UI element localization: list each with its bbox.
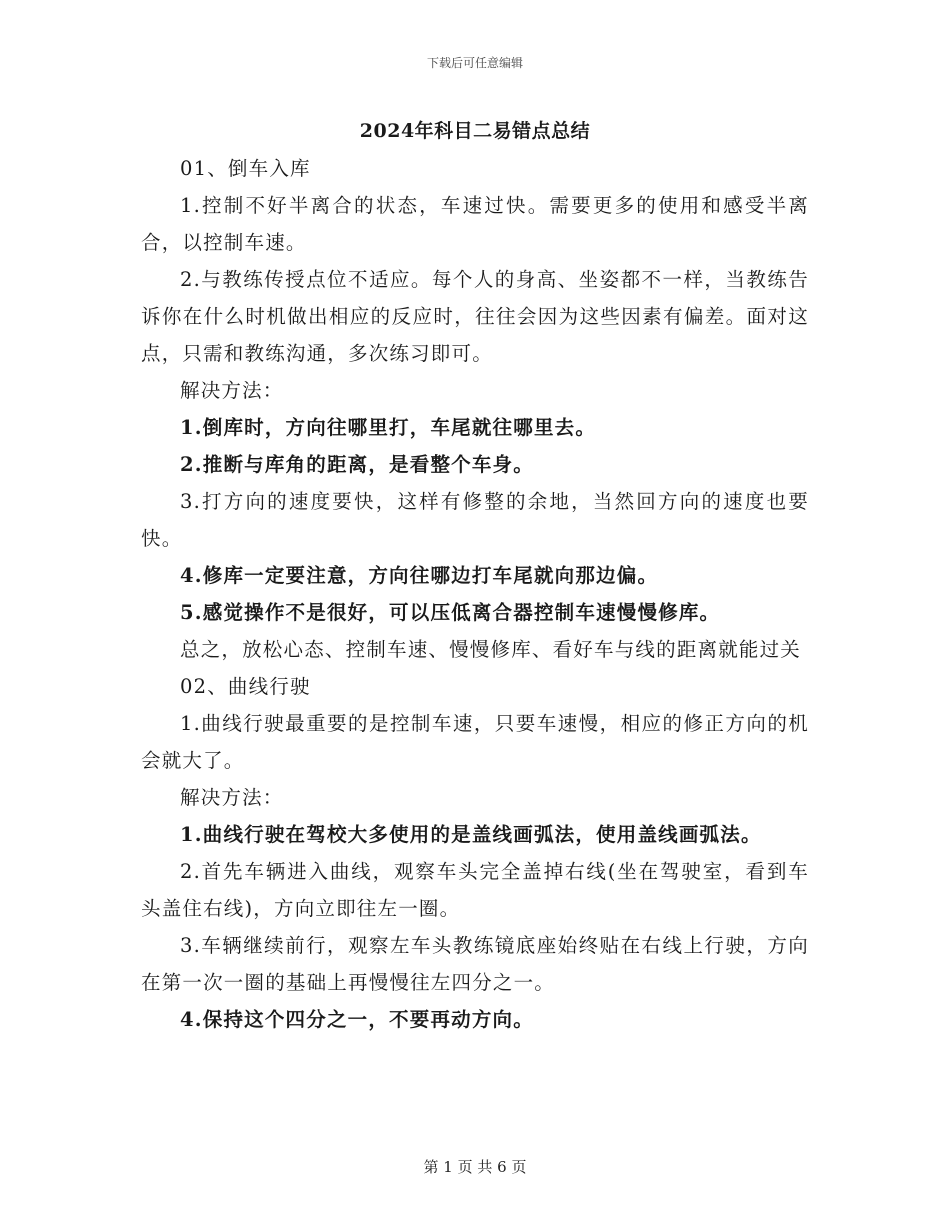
paragraph: 2.与教练传授点位不适应。每个人的身高、坐姿都不一样，当教练告诉你在什么时机做出相应的反应时，往往会因为这些因素有偏差。面对这点，只需和教练沟通，多次练习即可。 [141,268,809,365]
paragraph: 3.车辆继续前行，观察左车头教练镜底座始终贴在右线上行驶，方向在第一次一圈的基础上再慢慢往左四分之一。 [141,934,809,994]
header-note: 下载后可任意编辑 [426,56,523,70]
paragraph: 解决方法： [180,379,284,402]
paragraph: 解决方法： [180,786,284,809]
paragraph: 2.推断与库角的距离，是看整个车身。 [180,453,534,476]
paragraph: 总之，放松心态、控制车速、慢慢修库、看好车与线的距离就能过关 [180,638,802,661]
page-number: 第 1 页 共 6 页 [423,1158,527,1176]
paragraph: 3.打方向的速度要快，这样有修整的余地，当然回方向的速度也要快。 [141,490,809,550]
paragraph: 02、曲线行驶 [180,675,311,698]
document-title: 2024年科目二易错点总结 [359,120,591,142]
paragraph: 4.保持这个四分之一，不要再动方向。 [180,1008,534,1031]
paragraph: 01、倒车入库 [180,157,311,180]
paragraph: 5.感觉操作不是很好，可以压低离合器控制车速慢慢修库。 [180,601,721,624]
paragraph: 1.曲线行驶在驾校大多使用的是盖线画弧法，使用盖线画弧法。 [180,823,762,846]
paragraph: 1.曲线行驶最重要的是控制车速，只要车速慢，相应的修正方向的机会就大了。 [141,712,809,772]
paragraph: 1.倒库时，方向往哪里打，车尾就往哪里去。 [180,416,597,439]
paragraph: 1.控制不好半离合的状态，车速过快。需要更多的使用和感受半离合，以控制车速。 [141,194,809,254]
document-body [141,150,809,1038]
paragraph: 4.修库一定要注意，方向往哪边打车尾就向那边偏。 [180,564,659,587]
paragraph: 2.首先车辆进入曲线，观察车头完全盖掉右线(坐在驾驶室，看到车头盖住右线)，方向立即往左一圈。 [141,860,809,920]
